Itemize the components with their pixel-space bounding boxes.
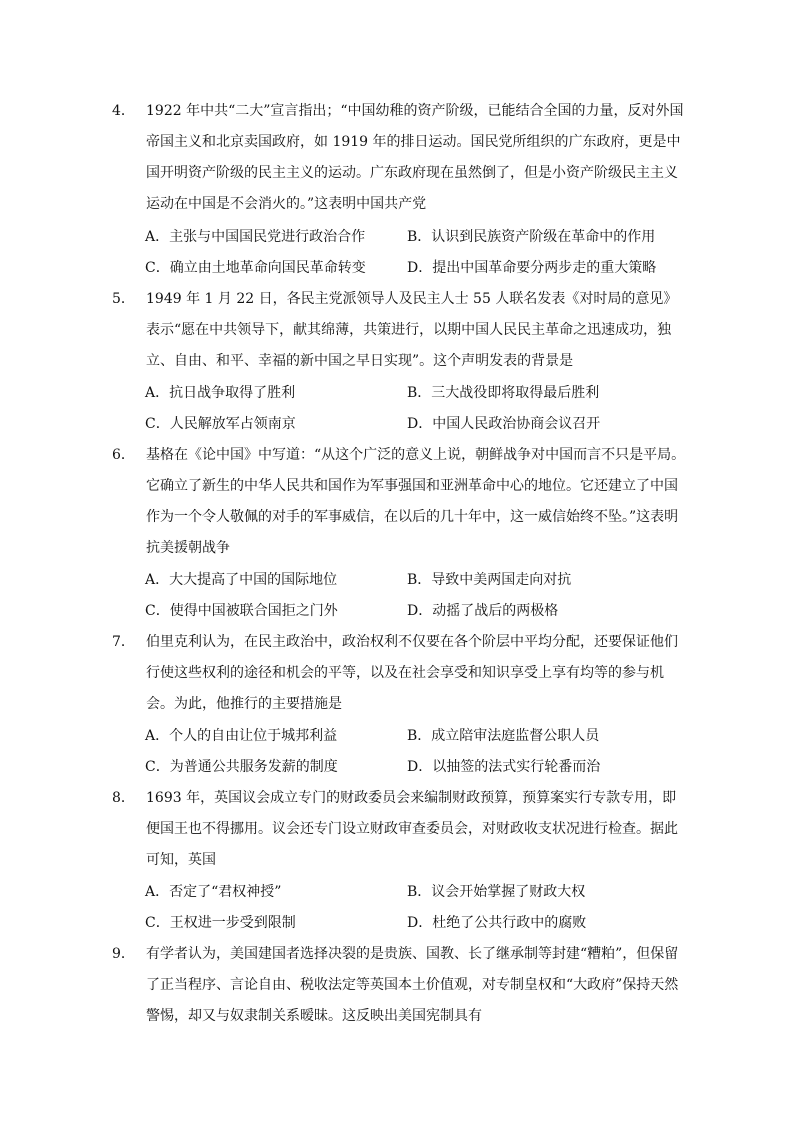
option-d[interactable]: D．动摇了战后的两极格 [407, 603, 559, 619]
option-a[interactable]: A．否定了“君权神授” [145, 884, 282, 900]
question-stem: 伯里克利认为，在民主政治中，政治权利不仅要在各个阶层中平均分配，还要保证他们行使这些权利的途径和机会的平等，以及在社会享受和知识享受上享有均等的参与机会。为此，他推行的主要措施是 [146, 634, 678, 712]
question-number: 8． [112, 790, 135, 806]
option-c[interactable]: C．确立由土地革命向国民革命转变 [145, 260, 366, 276]
option-c[interactable]: C．使得中国被联合国拒之门外 [145, 603, 338, 619]
option-a[interactable]: A．主张与中国国民党进行政治合作 [145, 229, 366, 245]
option-b[interactable]: B．认识到民族资产阶级在革命中的作用 [407, 229, 656, 245]
option-c[interactable]: C．为普通公共服务发薪的制度 [145, 759, 338, 775]
option-d[interactable]: D．杜绝了公共行政中的腐败 [407, 915, 587, 931]
question-number: 4． [112, 103, 135, 119]
question-5 [112, 284, 690, 377]
options-5 [145, 378, 705, 440]
question-8 [112, 783, 690, 876]
question-stem: 基格在《论中国》中写道：“从这个广泛的意义上说，朝鲜战争对中国而言不只是平局。它确立了新生的中华人民共和国作为军事强国和亚洲革命中心的地位。它还建立了中国作为一个令人敬佩的对手的军事威信，在以后的几十年中，这一威信始终不坠。”这表明抗美援朝战争 [146, 447, 686, 556]
option-d[interactable]: D．以抽签的法式实行轮番而治 [407, 759, 601, 775]
question-number: 6． [112, 447, 135, 463]
options-7 [145, 721, 705, 783]
option-a[interactable]: A．个人的自由让位于城邦利益 [145, 728, 338, 744]
option-c[interactable]: C．人民解放军占领南京 [145, 416, 296, 432]
options-6 [145, 565, 705, 627]
question-7 [112, 627, 690, 720]
question-stem: 1949 年 1 月 22 日，各民主党派领导人及民主人士 55 人联名发表《对时局的意见》表示“愿在中共领导下，献其绵薄，共策进行，以期中国人民民主革命之迅速成功，独立、自由、和平、幸福的新中国之早日实现”。这个声明发表的背景是 [146, 291, 678, 369]
option-d[interactable]: D．提出中国革命要分两步走的重大策略 [407, 260, 657, 276]
option-d[interactable]: D．中国人民政治协商会议召开 [407, 416, 601, 432]
question-stem: 1693 年，英国议会成立专门的财政委员会来编制财政预算，预算案实行专款专用，即便国王也不得挪用。议会还专门设立财政审查委员会，对财政收支状况进行检查。据此可知，英国 [146, 790, 678, 868]
option-a[interactable]: A．抗日战争取得了胜利 [145, 385, 296, 401]
option-a[interactable]: A．大大提高了中国的国际地位 [145, 572, 338, 588]
question-number: 9． [112, 946, 135, 962]
question-number: 7． [112, 634, 135, 650]
question-stem: 有学者认为，美国建国者选择决裂的是贵族、国教、长了继承制等封建“糟粕”，但保留了正当程序、言论自由、税收法定等英国本土价值观，对专制皇权和“大政府”保持天然警惕，却又与奴隶制关系暧昧。这反映出美国宪制具有 [146, 946, 679, 1024]
options-8 [145, 877, 705, 939]
question-9 [112, 939, 690, 1032]
question-stem: 1922 年中共“二大”宣言指出；“中国幼稚的资产阶级，已能结合全国的力量，反对外国帝国主义和北京卖国政府，如 1919 年的排日运动。国民党所组织的广东政府，更是中国开明资产阶级的民主主义的运动。广东政府现在虽然倒了，但是小资产阶级民主主义运动在中国是不会消火的。”这表明中国共产党 [146, 103, 684, 212]
question-4 [112, 96, 690, 220]
option-b[interactable]: B．导致中美两国走向对抗 [407, 572, 572, 588]
options-4 [145, 222, 705, 284]
option-b[interactable]: B．议会开始掌握了财政大权 [407, 884, 586, 900]
option-b[interactable]: B．成立陪审法庭监督公职人员 [407, 728, 600, 744]
option-b[interactable]: B．三大战役即将取得最后胜利 [407, 385, 600, 401]
question-number: 5． [112, 291, 135, 307]
option-c[interactable]: C．王权进一步受到限制 [145, 915, 296, 931]
question-6 [112, 440, 690, 564]
